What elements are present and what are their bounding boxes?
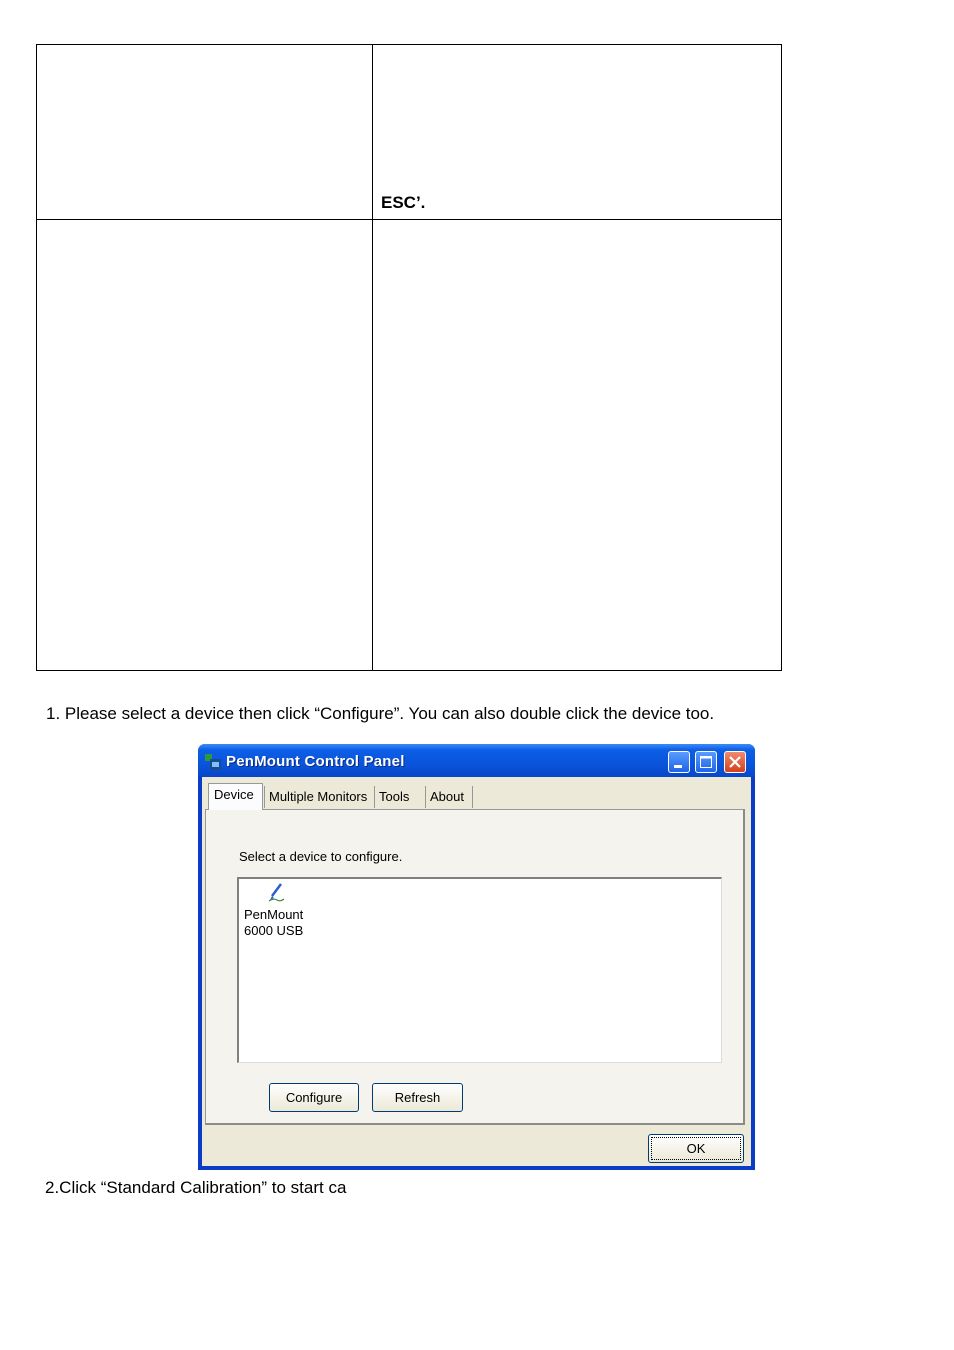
device-tab-panel — [205, 809, 745, 1125]
refresh-button[interactable]: Refresh — [372, 1083, 463, 1112]
device-list[interactable] — [237, 877, 722, 1063]
tab-tools[interactable]: Tools — [374, 786, 420, 808]
doc-table — [36, 44, 782, 671]
close-button[interactable] — [724, 751, 746, 773]
tab-divider — [472, 786, 473, 808]
maximize-button[interactable] — [695, 751, 717, 773]
ok-button[interactable]: OK — [648, 1134, 744, 1163]
esc-text: ESC’. — [381, 193, 426, 212]
table-cell — [373, 220, 782, 671]
app-icon — [204, 753, 222, 771]
maximize-icon — [696, 752, 716, 772]
penmount-dialog — [198, 744, 755, 1170]
title-bar[interactable] — [198, 744, 755, 777]
table-cell — [37, 45, 373, 220]
table-cell — [373, 45, 782, 220]
tab-multiple-monitors[interactable]: Multiple Monitors — [264, 786, 372, 808]
table-row — [37, 45, 782, 220]
dialog-title: PenMount Control Panel — [226, 753, 405, 770]
close-icon — [725, 752, 745, 772]
tab-about[interactable]: About — [425, 786, 472, 808]
device-label: PenMount 6000 USB — [244, 907, 304, 938]
instruction-step-2: 2.Click “Standard Calibration” to start ca — [45, 1178, 347, 1197]
dialog-client — [202, 777, 751, 1166]
table-row — [37, 220, 782, 671]
device-prompt: Select a device to configure. — [239, 849, 403, 864]
table-cell — [37, 220, 373, 671]
minimize-button[interactable] — [668, 751, 690, 773]
configure-button[interactable]: Configure — [269, 1083, 359, 1112]
tab-device[interactable]: Device — [208, 783, 263, 810]
minimize-icon — [669, 752, 689, 772]
pen-device-icon — [266, 882, 286, 902]
instruction-step-1: 1. Please select a device then click “Configure”. You can also double click the device too. — [46, 704, 715, 723]
